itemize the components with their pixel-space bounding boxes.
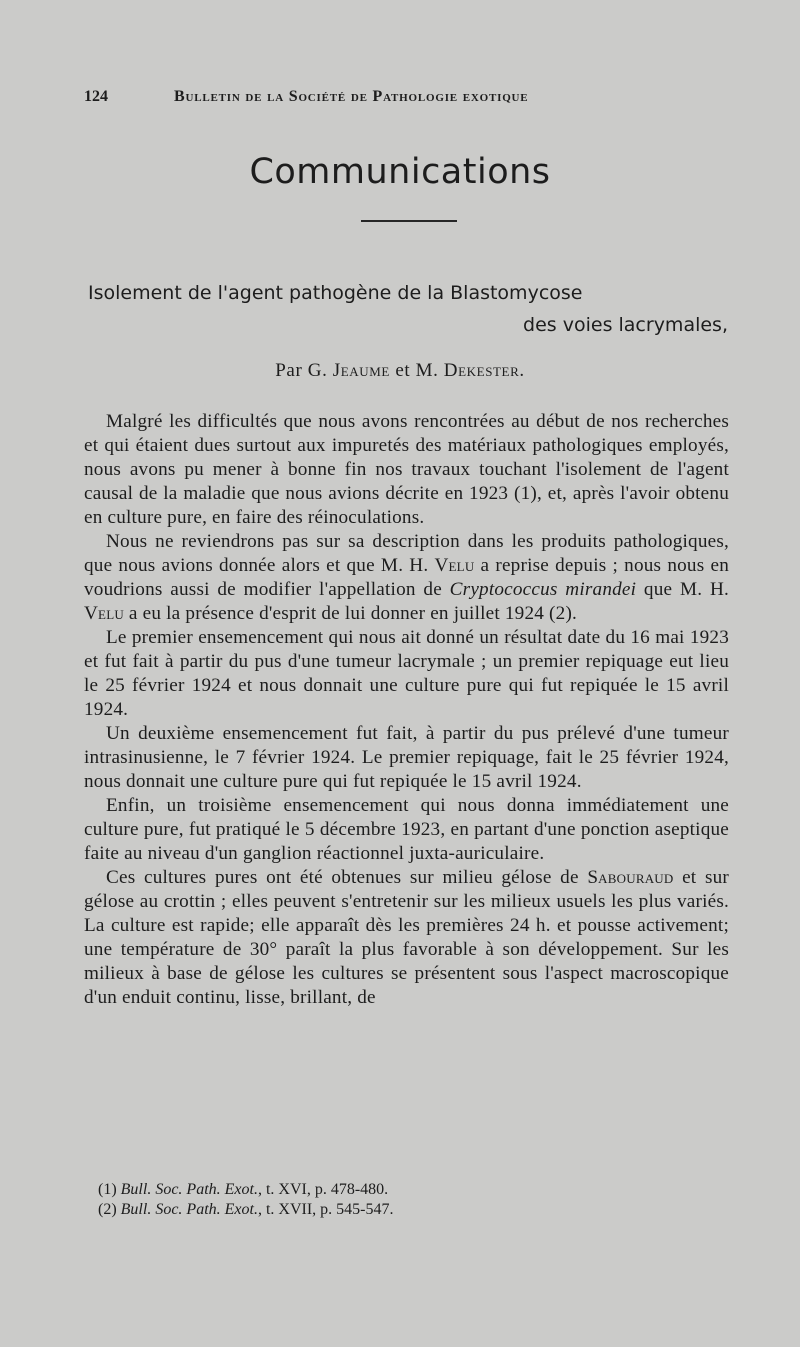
article-title-line-2: des voies lacrymales, xyxy=(523,314,728,336)
paragraph-2-part-c: que M. H. xyxy=(636,579,730,600)
species-name: Cryptococcus mirandei xyxy=(449,579,637,600)
running-header xyxy=(84,88,716,112)
title-divider xyxy=(361,220,457,222)
footnote-2-journal: Bull. Soc. Path. Exot. xyxy=(120,1201,258,1218)
author-jeaume: Jeaume xyxy=(332,360,390,381)
paragraph-2 xyxy=(84,530,729,626)
running-title: Bulletin de la Société de Pathologie exotique xyxy=(174,88,529,105)
byline-prefix: Par G. xyxy=(275,360,333,381)
author-dekester: Dekester xyxy=(443,360,520,381)
paragraph-3: Le premier ensemencement qui nous ait donné un résultat date du 16 mai 1923 et fut fait à partir du pus d'une tumeur lacrymale ; un premier repiquage eut lieu le 25 février 1924 et nous donnait une culture pure qui fut repiquée le 15 avril 1924. xyxy=(84,627,729,720)
footnote-1-reference: , t. XVI, p. 478-480. xyxy=(257,1181,389,1198)
byline xyxy=(0,360,800,382)
paragraph-6-part-b: et sur gélose au crottin ; elles peuvent s'entretenir sur les milieux usuels les plus variés. La culture est rapide; elle apparaît dès les premières 24 h. et pousse activement; une température de 30° paraît la plus favorable à son développement. Sur les milieux à base de gélose les cultures se présentent sous l'aspect macroscopique d'un enduit continu, lisse, brillant, de xyxy=(84,867,729,1008)
footnotes xyxy=(98,1180,718,1220)
footnote-1 xyxy=(98,1180,718,1200)
paragraph-4: Un deuxième ensemencement fut fait, à partir du pus prélevé d'une tumeur intrasinusienne, le 7 février 1924. Le premier repiquage, fait le 25 février 1924, nous donnait une culture pure qui fut repiquée le 15 avril 1924. xyxy=(84,723,729,792)
author-velu-2: Velu xyxy=(84,603,124,624)
paragraph-5: Enfin, un troisième ensemencement qui nous donna immédiatement une culture pure, fut pratiqué le 5 décembre 1923, en partant d'une ponction aseptique faite au niveau d'un ganglion réactionnel juxta-auriculaire. xyxy=(84,795,729,864)
paragraph-2-part-b: a reprise depuis ; nous nous en voudrions aussi de modifier l'appellation de xyxy=(84,555,730,600)
footnote-2-number: (2) xyxy=(98,1201,117,1218)
byline-conjunction: et M. xyxy=(389,360,444,381)
paragraph-2-part-a: Nous ne reviendrons pas sur sa description dans les produits pathologiques, que nous avions donnée alors et que M. H. xyxy=(84,531,729,576)
footnote-1-number: (1) xyxy=(98,1181,117,1198)
footnote-1-journal: Bull. Soc. Path. Exot. xyxy=(120,1181,258,1198)
paragraph-1: Malgré les difficultés que nous avons rencontrées au début de nos recherches et qui étaient dues surtout aux impuretés des matériaux pathologiques employés, nous avons pu mener à bonne fin nos travaux touchant l'isolement de l'agent causal de la maladie que nous avions décrite en 1923 (1), et, après l'avoir obtenu en culture pure, en faire des réinoculations. xyxy=(84,411,729,528)
footnote-2-reference: , t. XVII, p. 545-547. xyxy=(257,1201,394,1218)
paragraph-6-part-a: Ces cultures pures ont été obtenues sur milieu gélose de xyxy=(106,867,588,888)
page-number: 124 xyxy=(84,88,108,105)
article-title-line-1: Isolement de l'agent pathogène de la Blastomycose xyxy=(88,282,583,304)
paragraph-6 xyxy=(84,866,729,1010)
byline-end: . xyxy=(519,360,525,381)
article-body xyxy=(84,410,729,1010)
author-sabouraud: Sabouraud xyxy=(587,867,674,888)
paragraph-2-part-d: a eu la présence d'esprit de lui donner en juillet 1924 (2). xyxy=(123,603,578,624)
author-velu: Velu xyxy=(434,555,475,576)
section-title: Communications xyxy=(249,152,551,192)
footnote-2 xyxy=(98,1200,718,1220)
